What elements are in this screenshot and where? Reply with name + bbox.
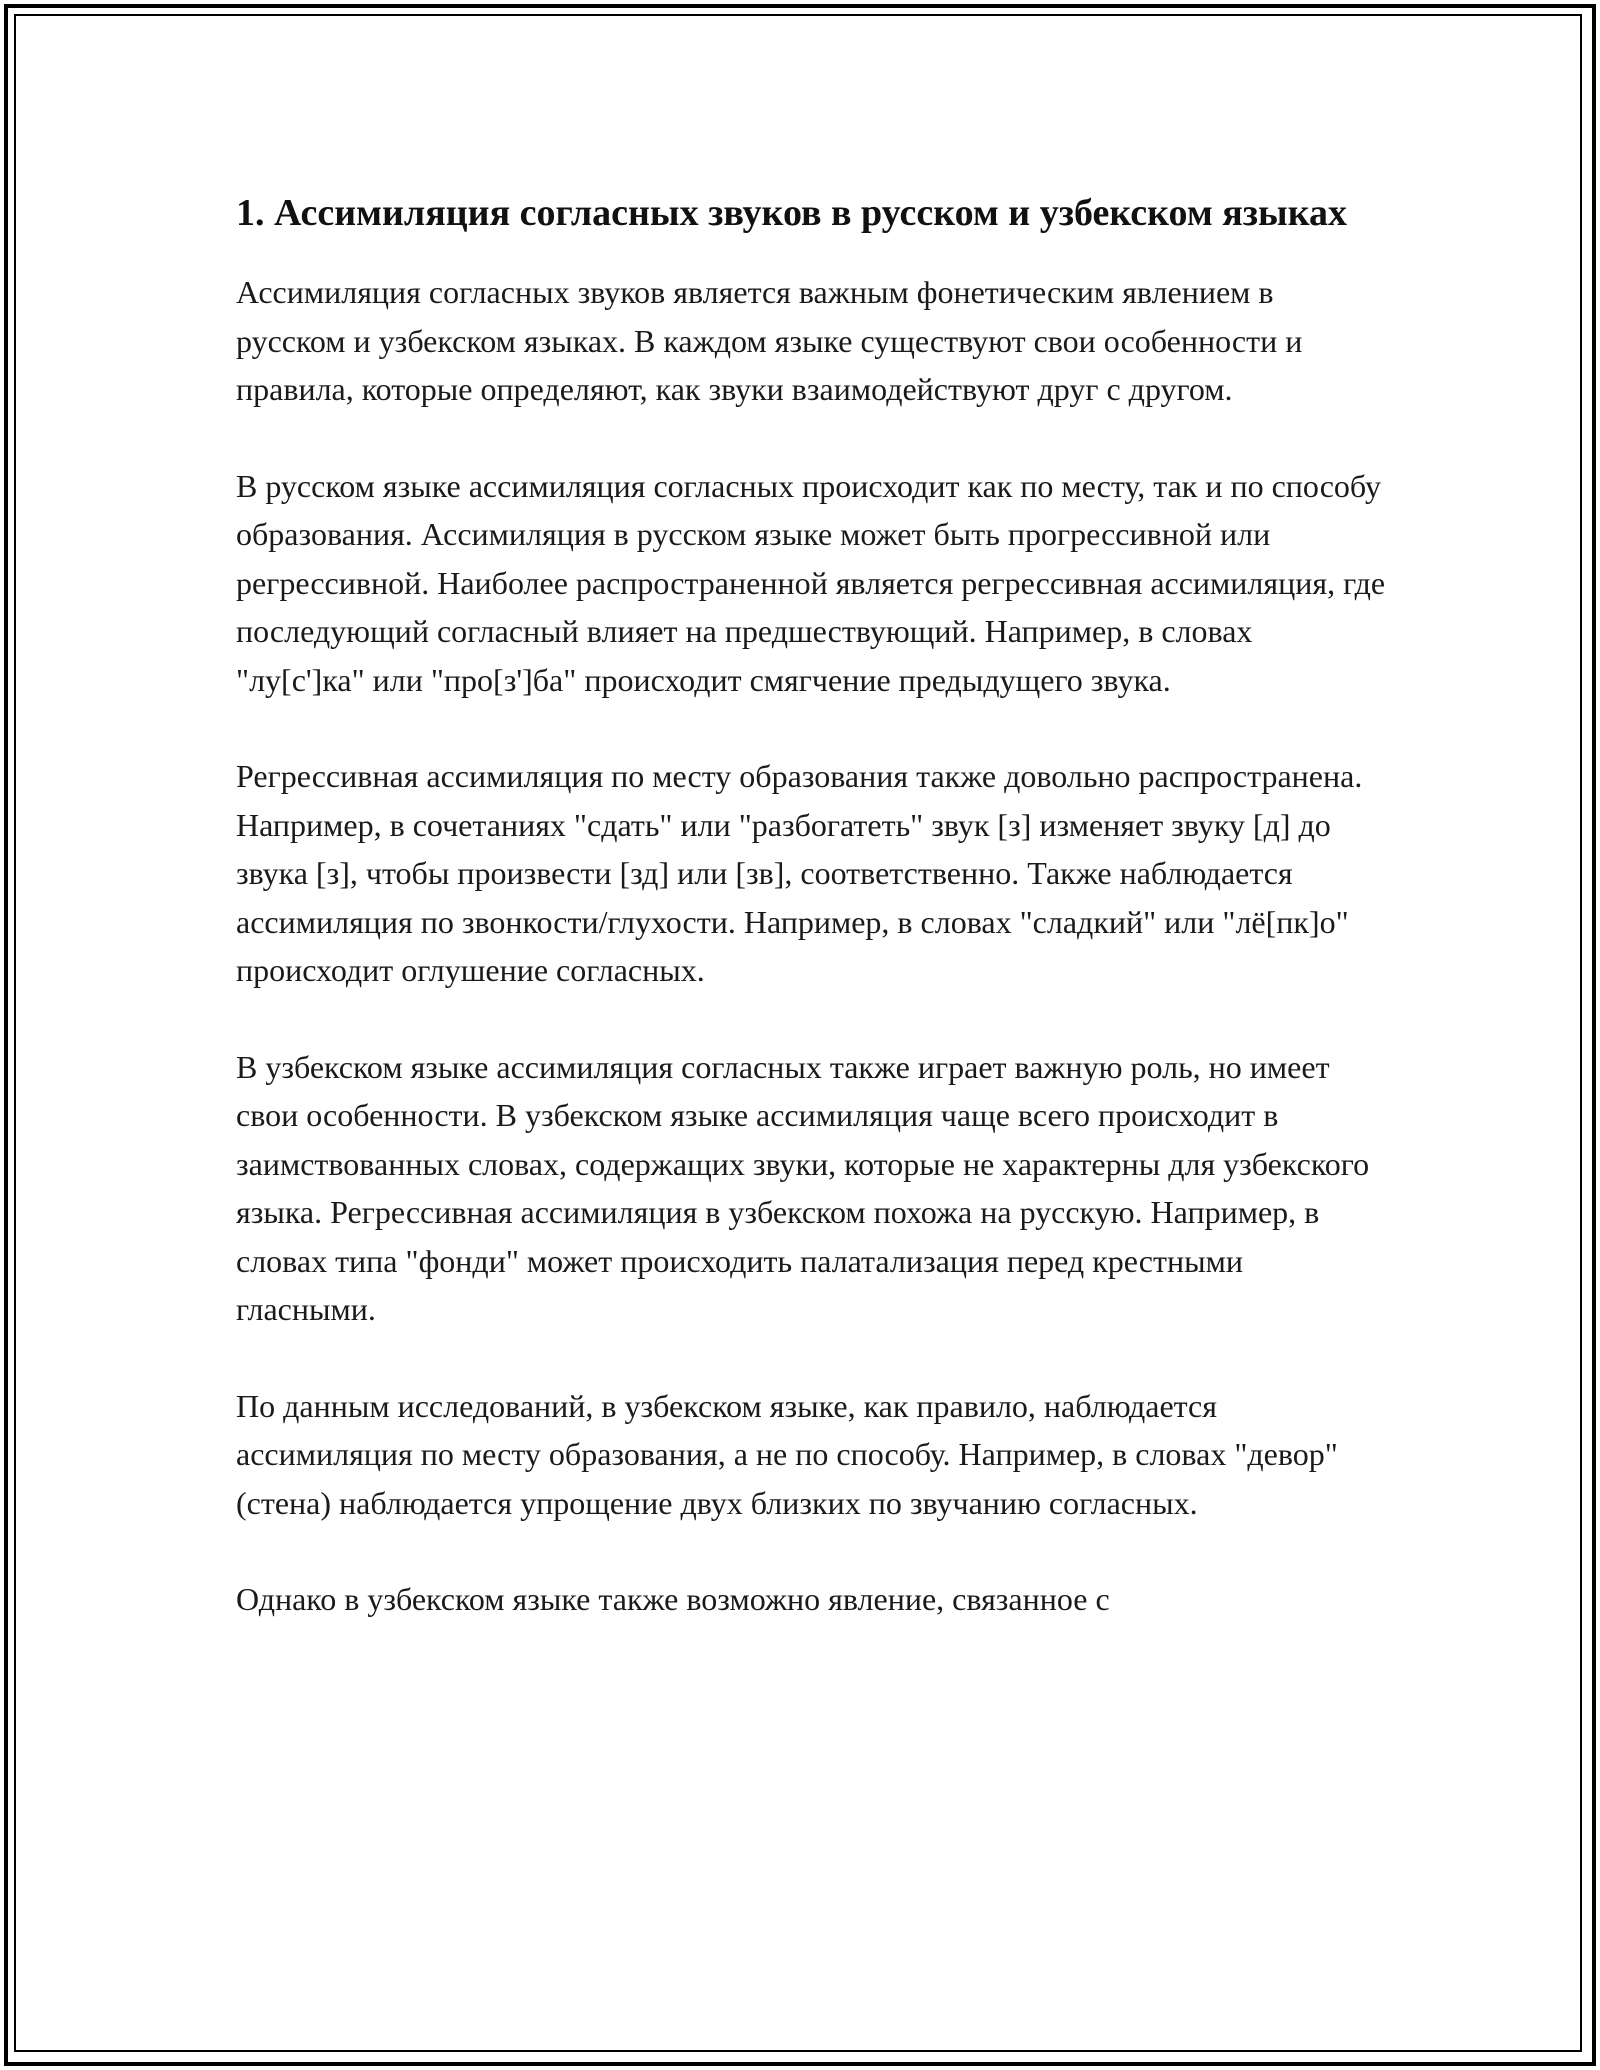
section-title: 1. Ассимиляция согласных звуков в русском и узбекском языках: [236, 192, 1348, 234]
paragraph-3: Регрессивная ассимиляция по месту образования также довольно распространена. Например, в сочетаниях "сдать" или "разбогатеть" звук [з] изменяет звуку [д] до звука [з], чтобы произвести [зд] или [зв], соответственно. Также наблюдается ассимиляция по звонкости/глухости. Например, в словах "сладкий" или "лё[пк]о" происходит оглушение согласных.: [236, 758, 1363, 988]
document-body: [236, 186, 1386, 1672]
paragraph-5: По данным исследований, в узбекском языке, как правило, наблюдается ассимиляция по месту образования, а не по способу. Например, в словах "девор" (стена) наблюдается упрощение двух близких по звучанию согласных.: [236, 1387, 1338, 1521]
paragraph-2: В русском языке ассимиляция согласных происходит как по месту, так и по способу образования. Ассимиляция в русском языке может быть прогрессивной или регрессивной. Наиболее распространенной является регрессивная ассимиляция, где последующий согласный влияет на предшествующий. Например, в словах "лу[с']ка" или "про[з']ба" происходит смягчение предыдущего звука.: [236, 467, 1386, 698]
paragraph-1: Ассимиляция согласных звуков является важным фонетическим явлением в русском и узбекском языках. В каждом языке существуют свои особенности и правила, которые определяют, как звуки взаимодействуют друг с другом.: [236, 274, 1303, 407]
paragraph-4: В узбекском языке ассимиляция согласных также играет важную роль, но имеет свои особенности. В узбекском языке ассимиляция чаще всего происходит в заимствованных словах, содержащих звуки, которые не характерны для узбекского языка. Регрессивная ассимиляция в узбекском похожа на русскую. Например, в словах типа "фонди" может происходить палатализация перед крестными гласными.: [236, 1048, 1370, 1327]
paragraph-6: Однако в узбекском языке также возможно явление, связанное с: [236, 1581, 1110, 1617]
